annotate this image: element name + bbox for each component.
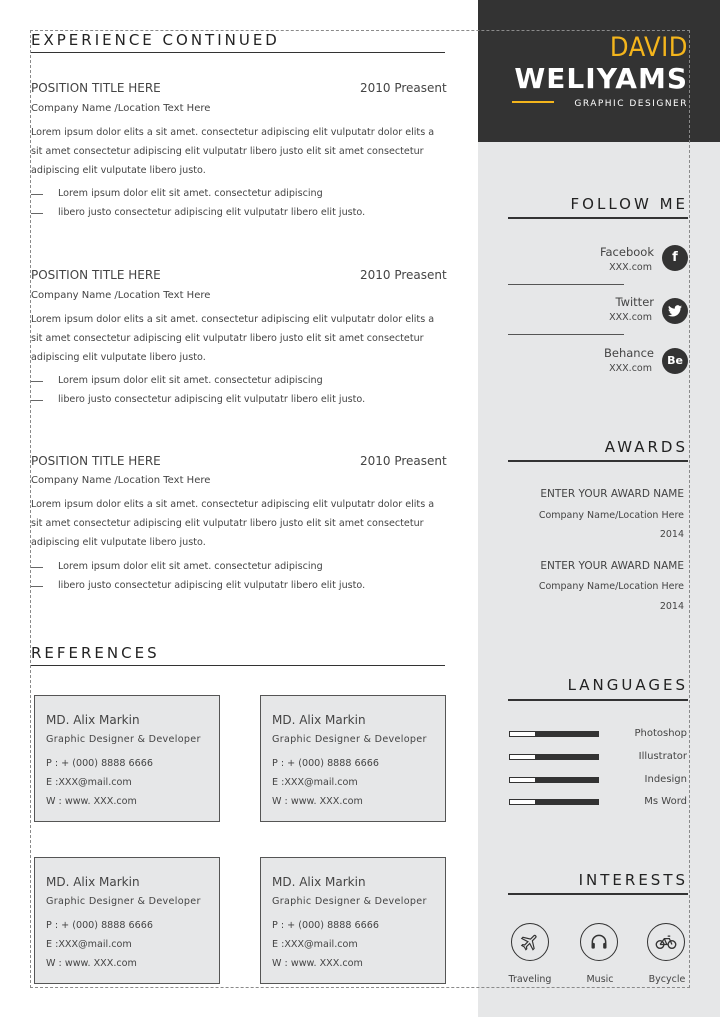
interest-label: Bycycle — [648, 974, 686, 985]
last-name: WELIYAMS — [514, 62, 688, 95]
reference-web: www. XXX.com — [64, 958, 137, 969]
email-label: E : — [46, 939, 59, 950]
reference-email: XXX@mail.com — [58, 939, 132, 950]
award-title: ENTER YOUR AWARD NAME — [540, 488, 684, 500]
job-bullet: Lorem ipsum dolor elit sit amet. consectetur adipiscing — [58, 375, 323, 386]
social-label[interactable]: Twitter — [615, 295, 654, 309]
reference-role: Graphic Designer & Developer — [272, 734, 427, 745]
job-description-line: sit amet consectetur adipiscing elit vulputatr libero justo elit sit amet consectetur — [31, 518, 424, 529]
behance-icon[interactable]: Be — [662, 348, 688, 374]
phone-label: P : — [272, 920, 285, 931]
web-label: W : — [46, 958, 62, 969]
job-position: POSITION TITLE HERE — [31, 81, 161, 95]
experience-divider — [31, 52, 445, 53]
web-label: W : — [272, 796, 288, 807]
job-position: POSITION TITLE HERE — [31, 268, 161, 282]
reference-card — [260, 695, 446, 822]
reference-card — [260, 857, 446, 984]
job-description-line: Lorem ipsum dolor elits a sit amet. consectetur adipiscing elit vulputatr dolor elits a — [31, 499, 435, 510]
experience-heading: EXPERIENCE CONTINUED — [31, 31, 280, 49]
skill-label: Illustrator — [638, 751, 687, 762]
reference-phone: + (000) 8888 6666 — [287, 920, 379, 931]
social-label[interactable]: Behance — [604, 346, 654, 360]
awards-heading: AWARDS — [604, 438, 688, 456]
job-date: 2010 Preasent — [360, 454, 447, 468]
job-bullet: libero justo consectetur adipiscing elit vulputatr libero elit justo. — [58, 207, 366, 218]
airplane-glyph-icon — [520, 932, 540, 952]
languages-heading: LANGUAGES — [567, 676, 688, 694]
reference-phone: + (000) 8888 6666 — [61, 920, 153, 931]
interests-divider — [508, 893, 688, 895]
reference-phone: + (000) 8888 6666 — [61, 758, 153, 769]
phone-label: P : — [272, 758, 285, 769]
skill-label: Ms Word — [644, 796, 687, 807]
skill-bar — [509, 754, 599, 760]
skill-bar-fill — [535, 732, 598, 736]
job-position: POSITION TITLE HERE — [31, 454, 161, 468]
award-year: 2014 — [659, 601, 684, 612]
web-label: W : — [46, 796, 62, 807]
social-handle[interactable]: XXX.com — [609, 262, 652, 273]
job-description — [31, 310, 447, 367]
bicycle-icon — [647, 923, 685, 961]
email-label: E : — [46, 777, 59, 788]
airplane-icon — [511, 923, 549, 961]
skill-label: Photoshop — [634, 728, 687, 739]
sidebar-background — [478, 0, 720, 1017]
references-heading: REFERENCES — [31, 644, 160, 662]
interest-label: Traveling — [508, 974, 552, 985]
job-bullet: Lorem ipsum dolor elit sit amet. consectetur adipiscing — [58, 561, 323, 572]
job-title: GRAPHIC DESIGNER — [574, 99, 688, 109]
twitter-bird-icon — [668, 305, 682, 317]
reference-name: MD. Alix Markin — [46, 713, 140, 727]
references-divider — [31, 665, 445, 666]
reference-card — [34, 695, 220, 822]
job-description-line: Lorem ipsum dolor elits a sit amet. consectetur adipiscing elit vulputatr dolor elits a — [31, 314, 435, 325]
languages-divider — [508, 699, 688, 701]
reference-card — [34, 857, 220, 984]
bullet-dash — [31, 567, 43, 568]
award-title: ENTER YOUR AWARD NAME — [540, 560, 684, 572]
job-description-line: adipiscing elit vulputate libero justo. — [31, 537, 206, 548]
reference-role: Graphic Designer & Developer — [46, 734, 201, 745]
award-company: Company Name/Location Here — [538, 581, 684, 592]
reference-role: Graphic Designer & Developer — [46, 896, 201, 907]
headphones-glyph-icon — [589, 932, 609, 952]
reference-web: www. XXX.com — [64, 796, 137, 807]
reference-name: MD. Alix Markin — [46, 875, 140, 889]
social-label[interactable]: Facebook — [599, 245, 654, 259]
bicycle-glyph-icon — [655, 932, 677, 952]
reference-email: XXX@mail.com — [284, 939, 358, 950]
job-description — [31, 123, 447, 180]
job-bullet: libero justo consectetur adipiscing elit vulputatr libero elit justo. — [58, 580, 366, 591]
job-description-line: adipiscing elit vulputate libero justo. — [31, 165, 206, 176]
follow-heading: FOLLOW ME — [570, 195, 688, 213]
phone-label: P : — [46, 758, 59, 769]
job-date: 2010 Preasent — [360, 81, 447, 95]
bullet-dash — [31, 381, 43, 382]
skill-label: Indesign — [644, 774, 687, 785]
skill-bar-fill — [535, 755, 598, 759]
skill-bar — [509, 731, 599, 737]
job-description-line: sit amet consectetur adipiscing elit vulputatr libero justo elit sit amet consectetur — [31, 333, 424, 344]
twitter-icon[interactable] — [662, 298, 688, 324]
job-date: 2010 Preasent — [360, 268, 447, 282]
job-description-line: sit amet consectetur adipiscing elit vulputatr libero justo elit sit amet consectetur — [31, 146, 424, 157]
reference-role: Graphic Designer & Developer — [272, 896, 427, 907]
job-bullet: libero justo consectetur adipiscing elit vulputatr libero elit justo. — [58, 394, 366, 405]
bullet-dash — [31, 213, 43, 214]
skill-bar — [509, 777, 599, 783]
reference-web: www. XXX.com — [290, 958, 363, 969]
job-description — [31, 495, 447, 552]
accent-bar — [512, 101, 554, 103]
follow-separator — [508, 334, 624, 335]
social-handle[interactable]: XXX.com — [609, 312, 652, 323]
awards-divider — [508, 460, 688, 462]
bullet-dash — [31, 400, 43, 401]
facebook-icon[interactable]: f — [662, 245, 688, 271]
reference-phone: + (000) 8888 6666 — [287, 758, 379, 769]
skill-bar-fill — [535, 800, 598, 804]
interests-heading: INTERESTS — [578, 871, 688, 889]
job-company: Company Name /Location Text Here — [31, 475, 211, 486]
award-company: Company Name/Location Here — [538, 510, 684, 521]
first-name: DAVID — [609, 32, 688, 63]
award-year: 2014 — [659, 529, 684, 540]
job-bullet: Lorem ipsum dolor elit sit amet. consectetur adipiscing — [58, 188, 323, 199]
skill-bar — [509, 799, 599, 805]
skill-bar-fill — [535, 778, 598, 782]
job-description-line: Lorem ipsum dolor elits a sit amet. consectetur adipiscing elit vulputatr dolor elits a — [31, 127, 435, 138]
job-company: Company Name /Location Text Here — [31, 290, 211, 301]
web-label: W : — [272, 958, 288, 969]
follow-divider — [508, 217, 688, 219]
reference-web: www. XXX.com — [290, 796, 363, 807]
follow-separator — [508, 284, 624, 285]
email-label: E : — [272, 777, 285, 788]
reference-email: XXX@mail.com — [284, 777, 358, 788]
job-description-line: adipiscing elit vulputate libero justo. — [31, 352, 206, 363]
interest-label: Music — [586, 974, 614, 985]
bullet-dash — [31, 194, 43, 195]
phone-label: P : — [46, 920, 59, 931]
reference-name: MD. Alix Markin — [272, 713, 366, 727]
headphones-icon — [580, 923, 618, 961]
email-label: E : — [272, 939, 285, 950]
job-company: Company Name /Location Text Here — [31, 103, 211, 114]
reference-email: XXX@mail.com — [58, 777, 132, 788]
social-handle[interactable]: XXX.com — [609, 363, 652, 374]
reference-name: MD. Alix Markin — [272, 875, 366, 889]
bullet-dash — [31, 586, 43, 587]
